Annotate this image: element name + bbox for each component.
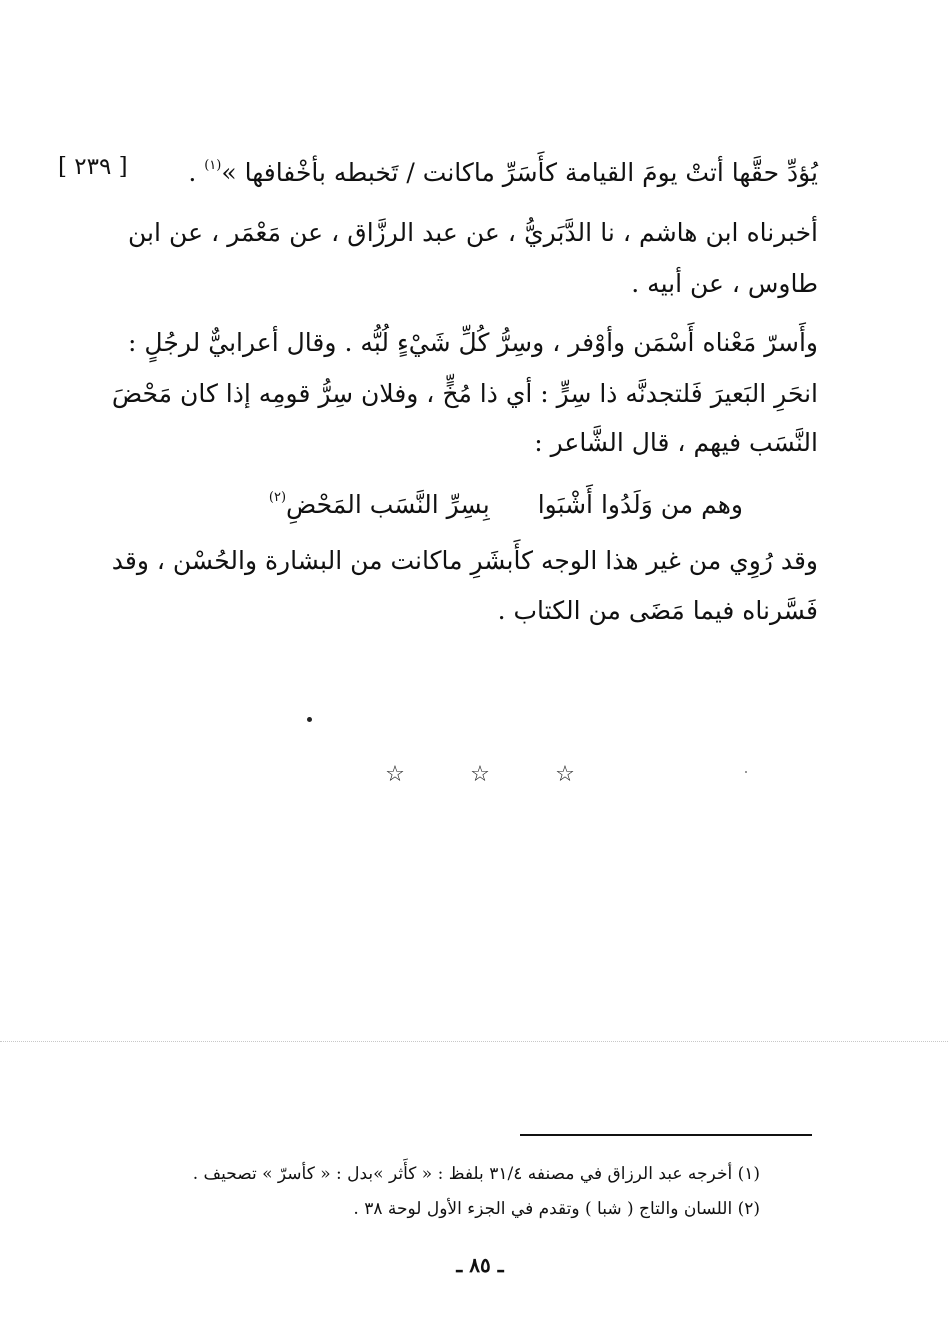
- text-line-1: [188, 148, 818, 191]
- text-line-3: طاوس ، عن أبيه .: [631, 269, 818, 298]
- star-icon: ☆: [555, 762, 575, 787]
- text-line-2: أخبرناه ابن هاشم ، نا الدَّبَريُّ ، عن عبد الرزَّاق ، عن مَعْمَر ، عن ابن: [128, 218, 818, 247]
- star-icon: ☆: [385, 762, 405, 787]
- margin-page-reference: [ ٢٣٩ ]: [58, 154, 128, 180]
- poetry-verse: [269, 480, 743, 523]
- verse-hemistich-2: بِسِرِّ النَّسَب المَحْضِ: [286, 490, 490, 519]
- star-icon: ☆: [470, 762, 490, 787]
- scan-artifact-line: [0, 1041, 948, 1042]
- footnote-2: (٢) اللسان والتاج ( شبا ) وتقدم في الجزء الأول لوحة ٣٨ .: [353, 1199, 760, 1219]
- text-line-4: وأَسرّ مَعْناه أَسْمَن وأوْفر ، وسِرُّ كُلِّ شَيْءٍ لُبُّه . وقال أعرابيٌّ لرجُلٍ :: [128, 328, 818, 357]
- scan-speck: [307, 717, 312, 722]
- text-line-6: النَّسَب فيهم ، قال الشَّاعر :: [534, 428, 818, 457]
- text-line-7: وقد رُوِي من غير هذا الوجه كأَبشَرِ ماكانت من البشارة والحُسْن ، وقد: [111, 546, 818, 575]
- footnote-marker-2: (٢): [268, 490, 287, 505]
- text-line-8: فَسَّرناه فيما مَضَى من الكتاب .: [497, 596, 818, 625]
- text-line-1-main: يُؤدِّ حقَّها أتتْ يومَ القيامة كأَسَرِّ ماكانت / تَخبطه بأخْفافها »: [221, 158, 818, 187]
- text-line-5: انحَرِ البَعيرَ فَلتجدنَّه ذا سِرٍّ : أي ذا مُخٍّ ، وفلان سِرُّ قومِه إذا كان مَحْضَ: [111, 379, 818, 408]
- scan-speck-small: [745, 771, 747, 773]
- footnote-divider: [520, 1134, 812, 1136]
- text-line-1-end: .: [188, 158, 205, 187]
- section-separator: [380, 760, 580, 790]
- footnote-1: (١) أخرجه عبد الرزاق في مصنفه ٣١/٤ بلفظ : « كأَثر »بدل : « كأسرّ » تصحيف .: [192, 1164, 760, 1184]
- verse-hemistich-1: وهم من وَلَدُوا أَشْبَوا: [537, 490, 743, 519]
- footnote-marker-1: (١): [204, 158, 222, 173]
- page-number: ـ ٨٥ ـ: [456, 1253, 504, 1277]
